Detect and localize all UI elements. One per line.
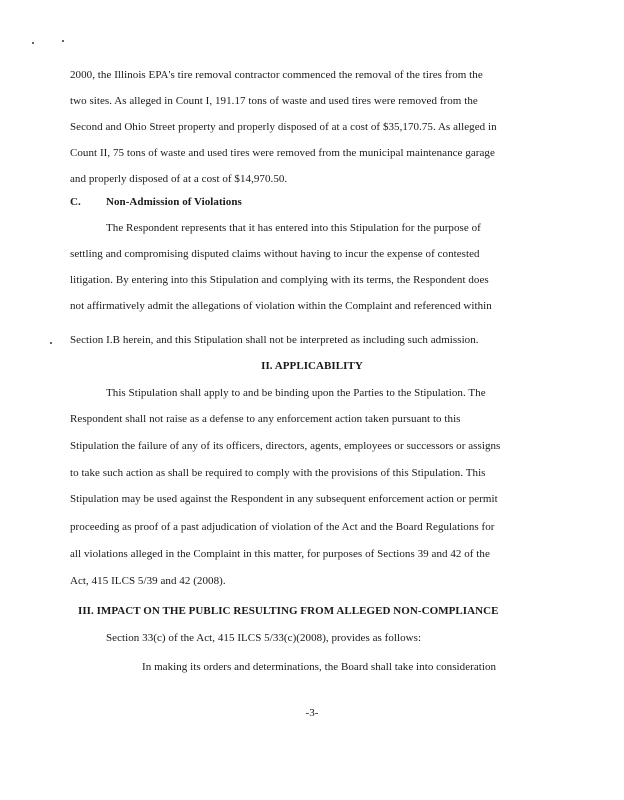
para2-line: Section I.B herein, and this Stipulation shall not be interpreted as including such admission. [70, 334, 479, 346]
scan-speck [50, 342, 52, 344]
para2-line: not affirmatively admit the allegations of violation within the Complaint and referenced within [70, 300, 492, 312]
scan-speck [62, 40, 64, 42]
para1-line: 2000, the Illinois EPA's tire removal contractor commenced the removal of the tires from the [70, 69, 483, 81]
para3-line: to take such action as shall be required to comply with the provisions of this Stipulation. This [70, 467, 486, 479]
para2-line: The Respondent represents that it has entered into this Stipulation for the purpose of [106, 222, 481, 234]
para1-line: Second and Ohio Street property and properly disposed of at a cost of $35,170.75. As alleged in [70, 121, 497, 133]
para3-line: Stipulation may be used against the Respondent in any subsequent enforcement action or permit [70, 493, 498, 505]
heading-impact: III. IMPACT ON THE PUBLIC RESULTING FROM ALLEGED NON-COMPLIANCE [78, 605, 499, 617]
para3-line: Stipulation the failure of any of its officers, directors, agents, employees or successors or assigns [70, 440, 501, 452]
para3-line: all violations alleged in the Complaint in this matter, for purposes of Sections 39 and 42 of the [70, 548, 490, 560]
scan-speck [32, 42, 34, 44]
para3-line: Respondent shall not raise as a defense to any enforcement action taken pursuant to this [70, 413, 461, 425]
para2-line: litigation. By entering into this Stipulation and complying with its terms, the Respondent does [70, 274, 489, 286]
para3-line: proceeding as proof of a past adjudication of violation of the Act and the Board Regulations for [70, 521, 495, 533]
para1-line: two sites. As alleged in Count I, 191.17 tons of waste and used tires were removed from the [70, 95, 478, 107]
para1-line: Count II, 75 tons of waste and used tires were removed from the municipal maintenance garage [70, 147, 495, 159]
para1-line: and properly disposed of at a cost of $14,970.50. [70, 173, 288, 185]
para4-line: Section 33(c) of the Act, 415 ILCS 5/33(c)(2008), provides as follows: [106, 632, 422, 644]
para3-line: Act, 415 ILCS 5/39 and 42 (2008). [70, 575, 226, 587]
section-c-letter: C. [70, 196, 81, 208]
para2-line: settling and compromising disputed claims without having to incur the expense of contested [70, 248, 480, 260]
heading-applicability: II. APPLICABILITY [261, 360, 363, 372]
quote-line: In making its orders and determinations, the Board shall take into consideration [142, 661, 497, 673]
page-number: -3- [305, 707, 319, 719]
section-c-title: Non-Admission of Violations [106, 196, 242, 208]
para3-line: This Stipulation shall apply to and be binding upon the Parties to the Stipulation. The [106, 387, 486, 399]
